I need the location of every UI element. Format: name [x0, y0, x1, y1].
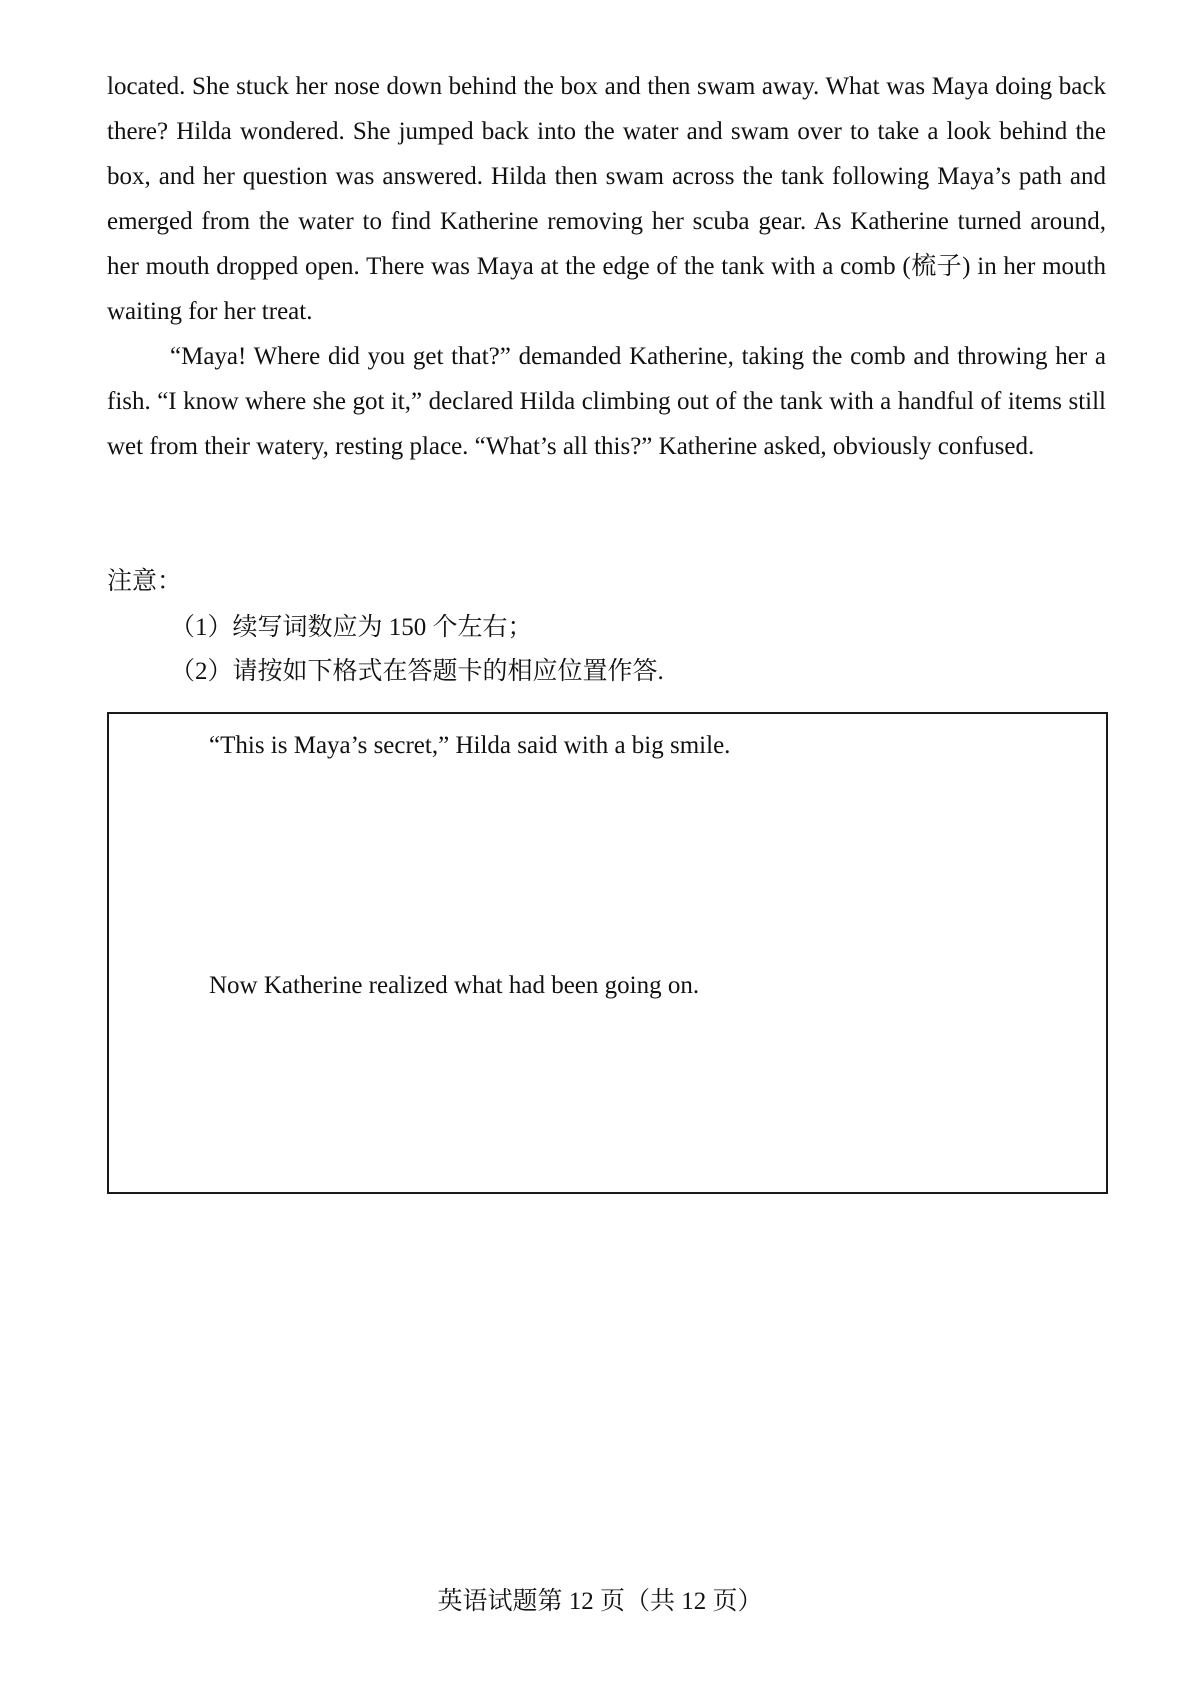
- note-item-answer-format: （2）请按如下格式在答题卡的相应位置作答.: [170, 658, 664, 685]
- continuation-opening-line-1: “This is Maya’s secret,” Hilda said with a big smile.: [209, 732, 731, 759]
- reading-passage: [107, 64, 1106, 469]
- answer-format-box: [107, 712, 1108, 1194]
- passage-paragraph-1: located. She stuck her nose down behind the box and then swam away. What was Maya doing back there? Hilda wondered. She jumped back into the water and swam over to take a look behind the box, and her question was answered. Hilda then swam across the tank following Maya’s path and emerged from the water to find Katherine removing her scuba gear. As Katherine turned around, her mouth dropped open. There was Maya at the edge of the tank with a comb (梳子) in her mouth waiting for her treat.: [107, 73, 1106, 325]
- notes-heading: 注意：: [107, 568, 183, 595]
- passage-paragraph-2: “Maya! Where did you get that?” demanded Katherine, taking the comb and throwing her a fish. “I know where she got it,” declared Hilda climbing out of the tank with a handful of items still wet from their watery, resting place. “What’s all this?” Katherine asked, obviously confused.: [107, 343, 1106, 460]
- note-item-word-count: （1）续写词数应为 150 个左右；: [170, 614, 533, 641]
- continuation-opening-line-2: Now Katherine realized what had been going on.: [209, 972, 700, 999]
- page-footer: 英语试题第 12 页（共 12 页）: [437, 1588, 763, 1615]
